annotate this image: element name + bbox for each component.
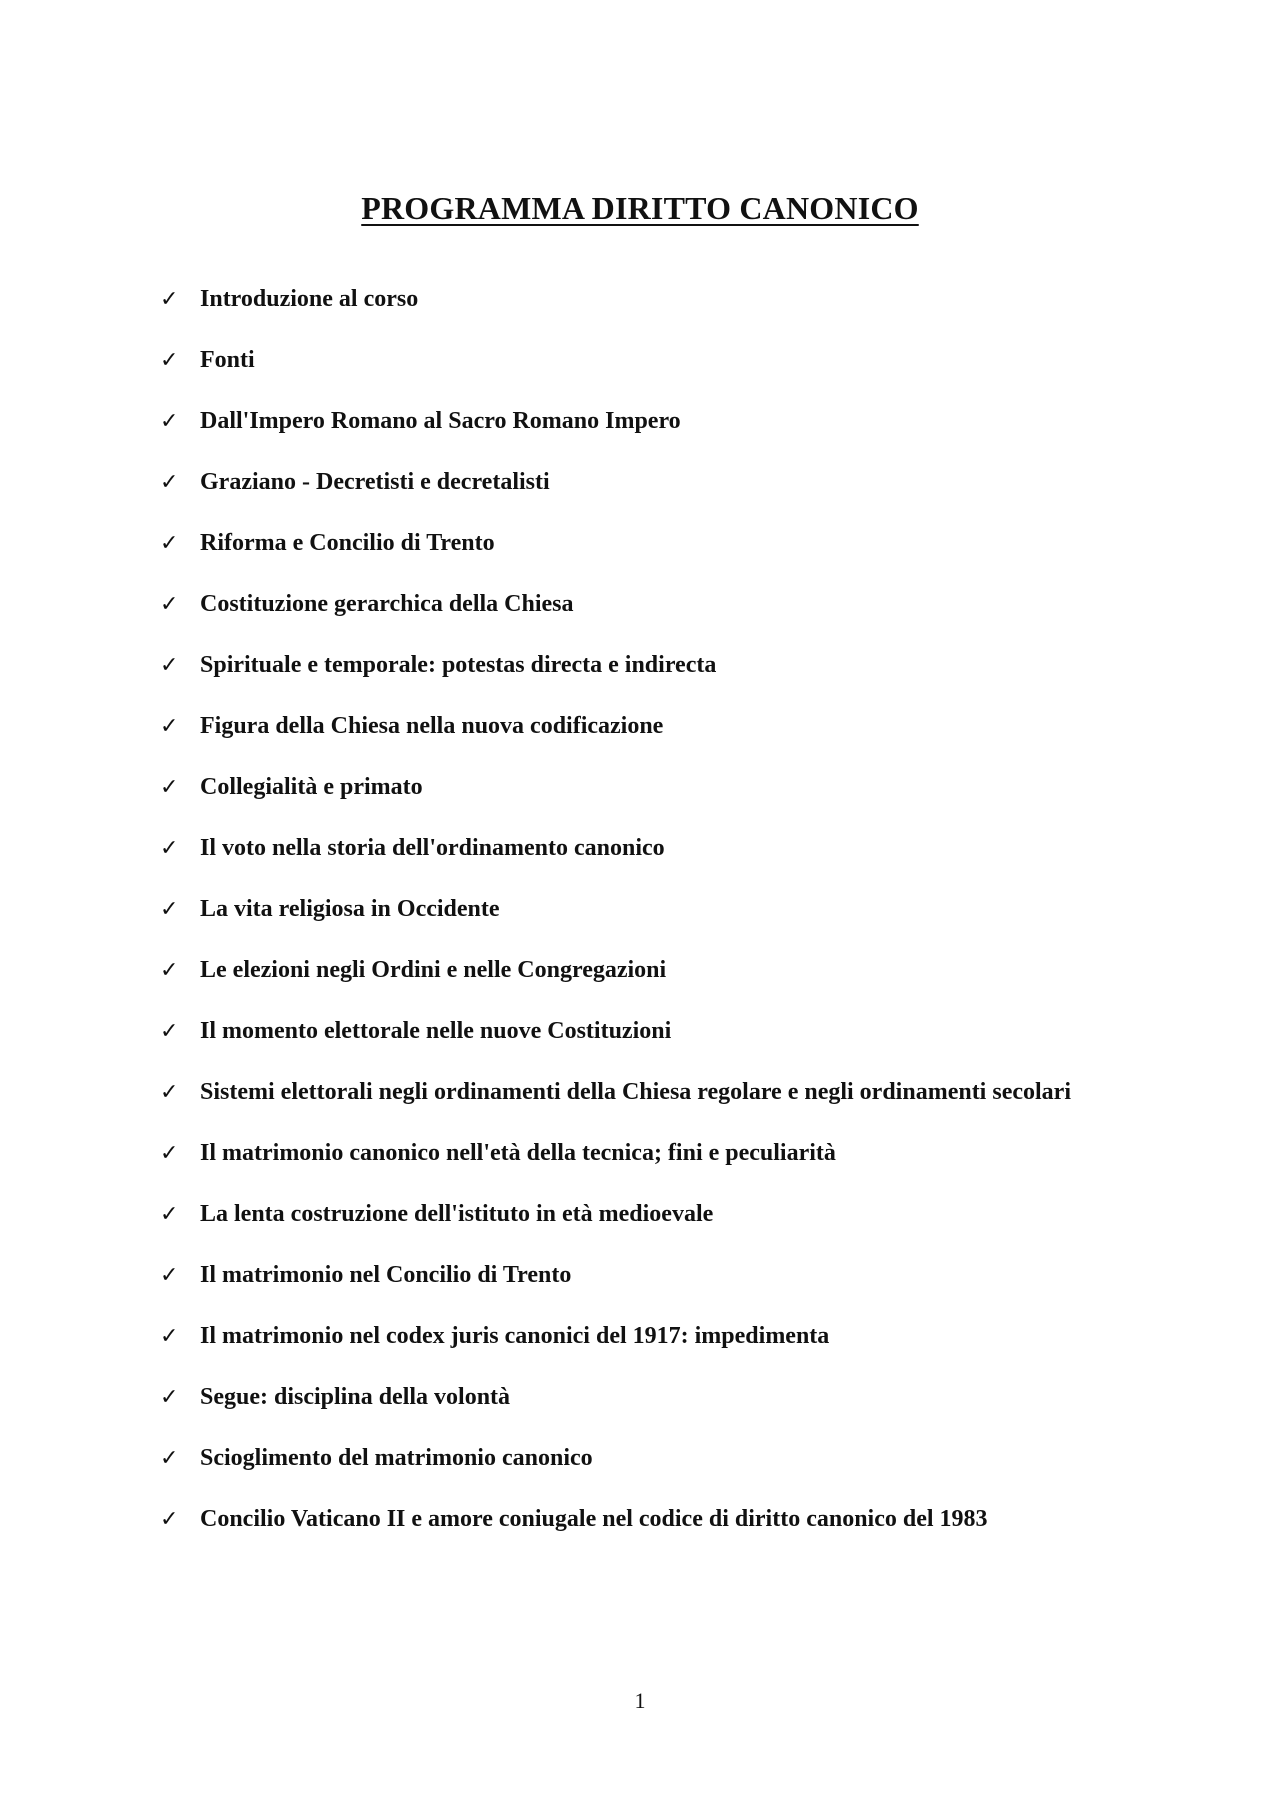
topic-label: Figura della Chiesa nella nuova codificazione [200,713,664,739]
list-item [160,391,1071,452]
list-item [160,635,1071,696]
check-icon: ✓ [160,1323,179,1349]
topic-label: Scioglimento del matrimonio canonico [200,1445,593,1471]
check-icon: ✓ [160,774,179,800]
topic-label: Il voto nella storia dell'ordinamento canonico [200,835,665,861]
check-icon: ✓ [160,1445,179,1471]
check-icon: ✓ [160,896,179,922]
list-item [160,757,1071,818]
topic-label: Segue: disciplina della volontà [200,1384,511,1410]
list-item [160,879,1071,940]
page-title [0,190,1280,227]
topic-label: Riforma e Concilio di Trento [200,530,495,556]
topic-label: Introduzione al corso [200,286,419,312]
topic-label: La lenta costruzione dell'istituto in età medioevale [200,1201,714,1227]
topic-label: Spirituale e temporale: potestas directa e indirecta [200,652,717,678]
check-icon: ✓ [160,1201,179,1227]
list-item [160,330,1071,391]
topic-label: Il matrimonio canonico nell'età della tecnica; fini e peculiarità [200,1140,836,1166]
check-icon: ✓ [160,591,179,617]
topic-list [160,269,1071,1550]
list-item [160,1367,1071,1428]
list-item [160,1306,1071,1367]
check-icon: ✓ [160,1506,179,1532]
list-item [160,1123,1071,1184]
check-icon: ✓ [160,286,179,312]
list-item [160,1245,1071,1306]
check-icon: ✓ [160,1079,179,1105]
check-icon: ✓ [160,835,179,861]
topic-label: La vita religiosa in Occidente [200,896,500,922]
topic-label: Concilio Vaticano II e amore coniugale nel codice di diritto canonico del 1983 [200,1506,988,1532]
list-item [160,696,1071,757]
list-item [160,1062,1071,1123]
list-item [160,513,1071,574]
topic-label: Dall'Impero Romano al Sacro Romano Impero [200,408,681,434]
check-icon: ✓ [160,469,179,495]
check-icon: ✓ [160,1262,179,1288]
list-item [160,1428,1071,1489]
topic-label: Costituzione gerarchica della Chiesa [200,591,574,617]
list-item [160,1184,1071,1245]
list-item [160,452,1071,513]
list-item [160,1489,1071,1550]
check-icon: ✓ [160,1384,179,1410]
topic-label: Il momento elettorale nelle nuove Costituzioni [200,1018,672,1044]
page-title-text: PROGRAMMA DIRITTO CANONICO [361,190,919,226]
list-item [160,940,1071,1001]
check-icon: ✓ [160,1140,179,1166]
topic-label: Sistemi elettorali negli ordinamenti della Chiesa regolare e negli ordinamenti secolari [200,1079,1071,1105]
topic-label: Le elezioni negli Ordini e nelle Congregazioni [200,957,667,983]
topic-label: Fonti [200,347,255,373]
topic-label: Collegialità e primato [200,774,423,800]
check-icon: ✓ [160,347,179,373]
topic-label: Il matrimonio nel Concilio di Trento [200,1262,572,1288]
list-item [160,574,1071,635]
check-icon: ✓ [160,652,179,678]
check-icon: ✓ [160,957,179,983]
topic-label: Graziano - Decretisti e decretalisti [200,469,550,495]
check-icon: ✓ [160,530,179,556]
list-item [160,1001,1071,1062]
list-item [160,818,1071,879]
topic-label: Il matrimonio nel codex juris canonici del 1917: impedimenta [200,1323,830,1349]
check-icon: ✓ [160,1018,179,1044]
list-item [160,269,1071,330]
page-number: 1 [634,1688,646,1713]
check-icon: ✓ [160,408,179,434]
check-icon: ✓ [160,713,179,739]
